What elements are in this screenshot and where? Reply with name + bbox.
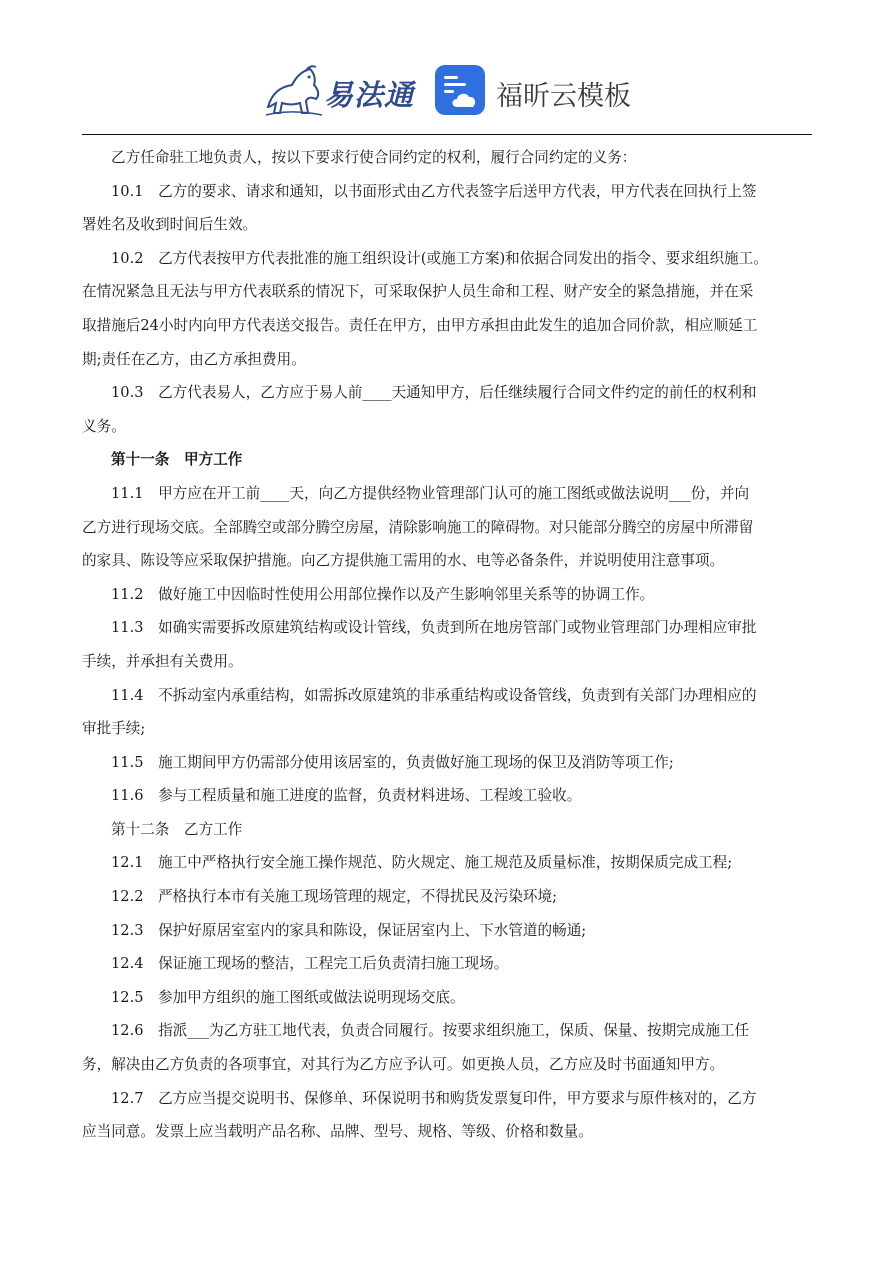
paragraph-line: 10.2 乙方代表按甲方代表批准的施工组织设计(或施工方案)和依据合同发出的指令、要求组织施工。 bbox=[111, 249, 768, 267]
yifatong-logo bbox=[262, 63, 414, 119]
paragraph-line: 乙方任命驻工地负责人，按以下要求行使合同约定的权利，履行合同约定的义务： bbox=[111, 149, 637, 166]
paragraph-line: 手续，并承担有关费用。 bbox=[82, 652, 243, 670]
fuxin-cloud-template-logo bbox=[435, 63, 645, 119]
paragraph-line: 10.3 乙方代表易人，乙方应于易人前____天通知甲方，后任继续履行合同文件约定的前任的权利和 bbox=[111, 384, 757, 402]
fuxin-logo-text: 福昕云模板 bbox=[496, 81, 631, 112]
paragraph-line: 12.2 严格执行本市有关施工现场管理的规定，不得扰民及污染环境; bbox=[111, 888, 558, 906]
paragraph-line: 取措施后24小时内向甲方代表送交报告。责任在甲方，由甲方承担由此发生的追加合同价款，相应顺延工 bbox=[82, 316, 758, 334]
section-heading: 第十一条 甲方工作 bbox=[111, 451, 243, 469]
paragraph-line: 在情况紧急且无法与甲方代表联系的情况下，可采取保护人员生命和工程、财产安全的紧急措施，并在采 bbox=[82, 283, 754, 301]
paragraph-line: 12.7 乙方应当提交说明书、保修单、环保说明书和购货发票复印件，甲方要求与原件核对的，乙方 bbox=[111, 1089, 757, 1107]
paragraph-line: 12.4 保证施工现场的整洁，工程完工后负责清扫施工现场。 bbox=[111, 955, 509, 973]
yifatong-logo-text: 易法通 bbox=[324, 78, 415, 112]
section-heading: 第十二条 乙方工作 bbox=[111, 820, 243, 838]
paragraph-line: 乙方进行现场交底。全部腾空或部分腾空房屋，清除影响施工的障碍物。对只能部分腾空的房屋中所滞留 bbox=[82, 518, 754, 536]
page-header bbox=[0, 55, 893, 125]
paragraph-line: 10.1 乙方的要求、请求和通知，以书面形式由乙方代表签字后送甲方代表，甲方代表在回执行上签 bbox=[111, 182, 757, 200]
paragraph-line: 务，解决由乙方负责的各项事宜，对其行为乙方应予认可。如更换人员，乙方应及时书面通知甲方。 bbox=[82, 1056, 725, 1074]
paragraph-line: 的家具、陈设等应采取保护措施。向乙方提供施工需用的水、电等必备条件，并说明使用注意事项。 bbox=[82, 552, 725, 570]
paragraph-line: 12.5 参加甲方组织的施工图纸或做法说明现场交底。 bbox=[111, 988, 465, 1006]
document-body bbox=[82, 141, 812, 1149]
paragraph-line: 11.3 如确实需要拆改原建筑结构或设计管线，负责到所在地房管部门或物业管理部门办理相应审批 bbox=[111, 619, 757, 637]
horse-emblem-icon bbox=[262, 63, 326, 119]
paragraph-line: 应当同意。发票上应当载明产品名称、品牌、型号、规格、等级、价格和数量。 bbox=[82, 1123, 593, 1141]
paragraph-line: 11.6 参与工程质量和施工进度的监督，负责材料进场、工程竣工验收。 bbox=[111, 787, 582, 805]
paragraph-line: 期;责任在乙方，由乙方承担费用。 bbox=[82, 350, 306, 368]
paragraph-line: 11.4 不拆动室内承重结构，如需拆改原建筑的非承重结构或设备管线，负责到有关部门办理相应的 bbox=[111, 686, 757, 704]
cloud-document-icon bbox=[435, 65, 485, 115]
paragraph-line: 12.3 保护好原居室室内的家具和陈设，保证居室内上、下水管道的畅通; bbox=[111, 921, 587, 939]
paragraph-line: 审批手续; bbox=[82, 720, 146, 738]
paragraph-line: 义务。 bbox=[82, 417, 126, 435]
paragraph-line: 11.5 施工期间甲方仍需部分使用该居室的，负责做好施工现场的保卫及消防等项工作; bbox=[111, 753, 674, 771]
paragraph-line: 12.1 施工中严格执行安全施工操作规范、防火规定、施工规范及质量标准，按期保质完成工程; bbox=[111, 854, 733, 872]
paragraph-line: 12.6 指派___为乙方驻工地代表，负责合同履行。按要求组织施工，保质、保量、按期完成施工任 bbox=[111, 1022, 750, 1040]
header-divider bbox=[82, 134, 812, 135]
paragraph-line: 署姓名及收到时间后生效。 bbox=[82, 216, 258, 234]
paragraph-line: 11.2 做好施工中因临时性使用公用部位操作以及产生影响邻里关系等的协调工作。 bbox=[111, 585, 655, 603]
paragraph-line: 11.1 甲方应在开工前____天，向乙方提供经物业管理部门认可的施工图纸或做法说明___份，并向 bbox=[111, 484, 750, 502]
